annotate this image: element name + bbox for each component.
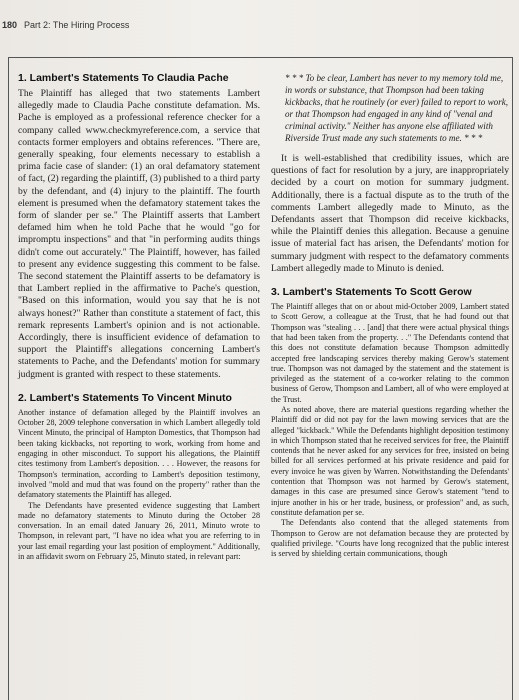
section-2-paragraph-2: The Defendants have presented evidence suggesting that Lambert made no defamatory statements to Minuto during the October 28 conversation. In an email dated January 26, 2011, Minuto wrote to Thompson, in relevant part, "I have no idea what you are referring to in your last email regarding your last position of employment." Additionally, in an affidavit sworn on February 25, Minuto stated, in relevant part:: [18, 500, 260, 562]
page-number: 180: [2, 20, 18, 30]
section-1-paragraph: The Plaintiff has alleged that two statements Lambert allegedly made to Claudia Pache constitute defamation. Ms. Pache is employed as a professional reference checker for a company called www.checkmyreference.com, a service that contacts former employers and obtains references. "There are, generally speaking, four elements necessary to establish a prima facie case of slander: (1) an oral defamatory statement of fact, (2) regarding the plaintiff, (3) published to a third party by the defendant, and (4) injury to the plaintiff. The fourth element is presumed when the defamatory statement takes the form of slander per se." The Plaintiff asserts that Lambert defamed him when he told Pache that he would "go for impromptu inspections" and that "in performing audits things didn't come out accurately." The Plaintiff, however, has failed to present any evidence suggesting this comment to be false. The second statement the Plaintiff asserts to be defamatory is that Lambert replied in the affirmative to Pache's question, "Based on this information, would you say that he is not always honest?" Rather than constitute a statement of fact, this remark represents Lambert's opinion and is not actionable. Accordingly, there is insufficient evidence of defamation to support the Plaintiff's allegations concerning Lambert's statements to Pache, and the Defendants' motion for summary judgment is granted with respect to these statements.: [18, 88, 260, 380]
affidavit-quote: * * * To be clear, Lambert has never to my memory told me, in words or substance, that Thompson had been taking kickbacks, that he routinely (or ever) failed to report to work, or that Thompson had engaged in any kind of "venal and criminal activity." Neither has anyone else affiliated with Riverside Trust made any such statements to me. * * *: [285, 73, 509, 143]
section-3-heading: 3. Lambert's Statements To Scott Gerow: [271, 286, 472, 299]
left-column: [18, 72, 260, 562]
section-3-paragraph-1: The Plaintiff alleges that on or about mid-October 2009, Lambert stated to Scott Gerow, a colleague at the Trust, that he had found out that Thompson was "stealing . . . [and] that there were actual physical things that had been taken from the property. . ." The Defendants contend that this does not constitute defamation because Thompson admittedly accepted free landscaping services thereby making Gerow's statement true. Thompson was not damaged by the statement and the statement is privileged as the statement of a co-worker relating to the common business of Gerow, Thompson and Lambert, all of who were employed at the Trust.: [271, 302, 509, 404]
section-1-heading: 1. Lambert's Statements To Claudia Pache: [18, 72, 229, 84]
right-column: [271, 72, 509, 559]
section-2-paragraph-1: Another instance of defamation alleged by the Plaintiff involves an October 28, 2009 telephone conversation in which Lambert allegedly told Vincent Minuto, the principal of Hampton Domestics, that Thompson had been taking kickbacks, not reporting to work, working from home and engaging in other misconduct. To support his allegations, the Plaintiff cites testimony from Lambert's deposition. . . . However, the reasons for Thompson's termination, according to Lambert's deposition testimony, involved "mold and mud that was found on the property" rather than the defamatory statements the Plaintiff has alleged.: [18, 407, 260, 500]
section-3-paragraph-3: The Defendants also contend that the alleged statements from Thompson to Gerow are not defamation because they are protected by qualified privilege. "Courts have long recognized that the public interest is served by shielding certain communications, though: [271, 518, 509, 559]
section-2-heading: 2. Lambert's Statements To Vincent Minuto: [18, 391, 232, 404]
section-2-conclusion: It is well-established that credibility issues, which are questions of fact for resolution by a jury, are inappropriately decided by a court on motion for summary judgment. Additionally, there is a factual dispute as to the truth of the comments Lambert allegedly made to Minuto, as the Defendants assert that Thompson did receive kickbacks, while the Plaintiff denies this allegation. Because a genuine issue of material fact has arisen, the Defendants' motion for summary judgment with respect to the defamatory comments Lambert allegedly made to Minuto is denied.: [271, 153, 509, 274]
part-title: Part 2: The Hiring Process: [24, 20, 130, 30]
section-3-paragraph-2: As noted above, there are material questions regarding whether the Plaintiff did or did not pay for the lawn mowing services that are the alleged "kickback." While the Defendants highlight deposition testimony in which Thompson stated that he received services for free, the Plaintiff contends that he never asked for any services for free, insisted on being billed for all services performed at his private residence and paid for every invoice he was given by Warren. Notwithstanding the Defendants' contention that Thompson was not harmed by Gerow's statement, damages in this case are presumed since Gerow's statement "tend to injure another in his or her trade, business, or profession" and, as such, constitute defamation per se.: [271, 405, 509, 517]
